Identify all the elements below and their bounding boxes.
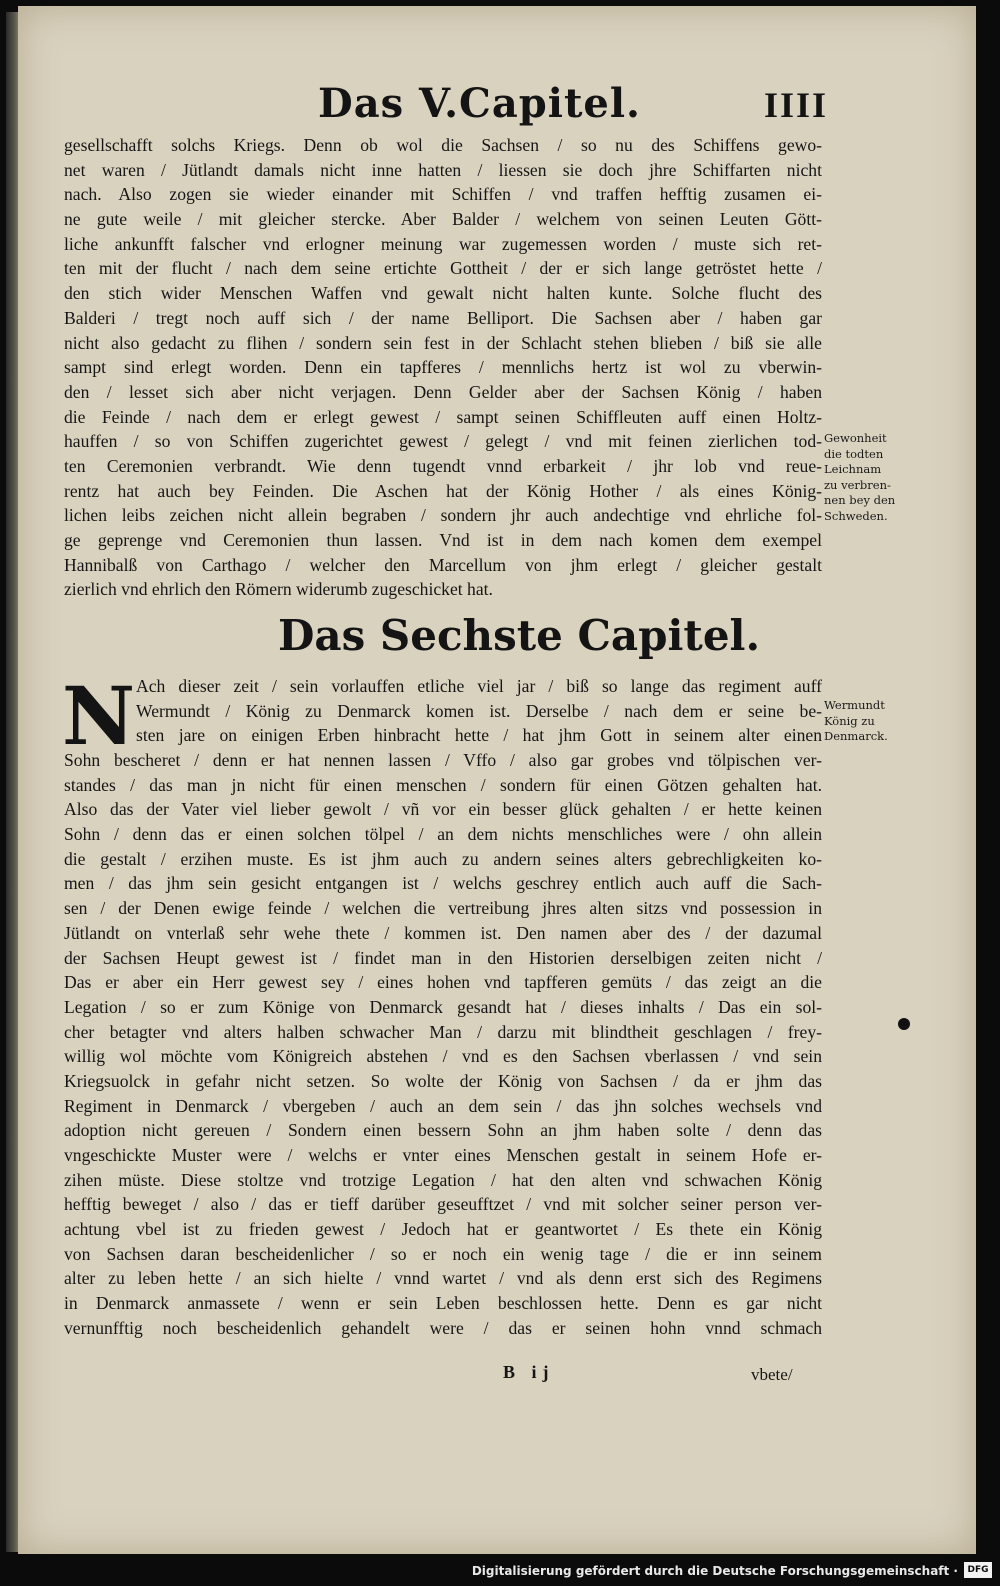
decorated-initial: N: [62, 669, 136, 763]
marginal-note-line: Gewonheit: [824, 431, 887, 445]
text-line: die Feinde / nach dem er erlegt gewest / sampt seinen Schiffleuten auff einen Holtz-: [64, 406, 822, 427]
marginal-note-line: Denmarck.: [824, 729, 888, 743]
marginal-note-line: Schweden.: [824, 508, 888, 523]
funding-credit: Digitalisierung gefördert durch die Deutsche Forschungsgemeinschaft ·: [471, 1564, 958, 1578]
text-line: von Sachsen daran bescheidenlicher / so er noch ein wenig tage / die er inn seinem: [64, 1243, 822, 1264]
marginal-note-1: [824, 431, 914, 524]
text-line: achtung vbel ist zu frieden gewest / Jedoch hat er geantwortet / Es thete ein König: [64, 1219, 822, 1240]
ink-spot: [898, 1018, 910, 1030]
text-line: Ach dieser zeit / sein vorlauffen etliche viel jar / biß so lange das regiment auff: [136, 676, 822, 696]
text-line: vernunfftig noch bescheidenlich gehandelt were / das er seinen hohn vnnd schmach: [64, 1317, 822, 1338]
text-line: gesellschafft solchs Kriegs. Denn ob wol die Sachsen / so nu des Schiffens gewo-: [64, 135, 822, 155]
chapter-heading: Das Sechste Capitel.: [278, 611, 761, 660]
text-line: Kriegsuolck in gefahr nicht setzen. So wolte der König von Sachsen / da er jhm das: [64, 1070, 822, 1091]
text-line: liche ankunfft falscher vnd erlogner meinung war zugemessen worden / muste sich ret-: [64, 233, 822, 254]
marginal-note-line: König zu: [824, 713, 875, 728]
marginal-note-line: die todten: [824, 446, 884, 461]
text-line: ne gute weile / mit gleicher stercke. Aber Balder / welchem von seinen Leuten Gött-: [64, 209, 822, 230]
text-line: alter zu leben hette / an sich hielte / vnnd wartet / vnd als denn erst sich des Regimens: [64, 1268, 822, 1289]
text-line: rentz hat auch bey Feinden. Die Aschen hat der König Hother / als eines König-: [64, 480, 822, 501]
text-line: standes / das man jn nicht für einen menschen / sondern für einen Götzen gehalten hat.: [64, 774, 822, 795]
text-line: Sohn / denn das er einen solchen tölpel / an dem nichts menschliches were / ohn allein: [64, 824, 822, 845]
text-line: men / das jhm sein gesicht entgangen ist / welchs geschrey entlich auch auff die Sach-: [64, 873, 822, 894]
text-line: Jütlandt on vnterlaß sehr wehe thete / kommen ist. Den namen aber des / der dazumal: [64, 922, 822, 943]
paragraph-2: [64, 748, 822, 1341]
marginal-note-line: Wermundt: [824, 698, 885, 712]
book-page: [18, 6, 976, 1554]
text-line: hauffen / so von Schiffen zugerichtet gewest / gelegt / vnd mit feinen zierlichen tod-: [64, 431, 822, 452]
text-line: nicht also gedacht zu flihen / sondern sein fest in der Schlacht stehen blieben / biß sie alle: [64, 332, 822, 353]
text-line: ten Ceremonien verbrandt. Wie denn tugendt vnnd erbarkeit / jhr lob vnd reue-: [64, 455, 822, 476]
text-line: den / lesset sich aber nicht verjagen. Denn Gelder aber der Sachsen König / haben: [64, 381, 822, 402]
text-line: Sohn bescheret / denn er hat nennen lassen / Vffo / also gar grobes vnd tölpischen ver-: [64, 750, 822, 770]
text-line: cher betagter vnd alters halben schwacher Man / darzu mit blindtheit geschlagen / frey-: [64, 1021, 822, 1042]
text-line: den stich wider Menschen Waffen vnd gewalt nicht halten kunte. Solche flucht des: [64, 283, 822, 304]
signature-mark: B ij: [503, 1362, 555, 1382]
text-line: net waren / Jütlandt damals nicht inne hatten / liessen sie doch jhre Schiffarten nicht: [64, 159, 822, 180]
text-line: ge geprenge vnd Ceremonien thun lassen. Vnd ist in dem nach komen dem exempel: [64, 530, 822, 550]
text-line: willig wol möchte vom Königreich abstehen / vnd es den Sachsen vberlassen / vnd sein: [64, 1046, 822, 1067]
text-line: adoption nicht gereuen / Sondern einen bessern Sohn an jhm haben solte / denn das: [64, 1120, 822, 1141]
text-line: sampt sind erlegt worden. Denn ein tapfferes / mennlichs hertz ist wol zu vberwin-: [64, 357, 822, 378]
text-line: Legation / so er zum Könige von Denmarck gesandt hat / dieses inhalts / Das ein sol-: [64, 996, 822, 1017]
text-line: Wermundt / König zu Denmarck komen ist. Derselbe / nach dem er seine be-: [136, 700, 822, 721]
text-line: die gestalt / erzihen muste. Es ist jhm auch zu andern seines alters gebrechligkeiten ko-: [64, 848, 822, 869]
text-line: lichen leibs zeichen nicht allein begraben / sondern jhr auch andechtige vnd ehrliche fol-: [64, 505, 822, 526]
text-line: Das er aber ein Herr gewest sey / eines hohen vnd tapfferen gemüts / das zeigt an die: [64, 972, 822, 993]
marginal-note-line: zu verbren-: [824, 477, 891, 492]
footer-bar: [0, 1554, 1000, 1586]
text-line: nach. Also zogen sie wieder einander mit Schiffen / vnd traffen hefftig zusamen ei-: [64, 184, 822, 205]
text-line: der Sachsen Heupt gewest ist / findet man in den Historien derselbigen zeiten nicht /: [64, 947, 822, 968]
text-line: Balderi / tregt noch auff sich / der name Belliport. Die Sachsen aber / haben gar: [64, 307, 822, 328]
catchword: vbete/: [751, 1365, 793, 1384]
marginal-note-line: nen bey den: [824, 493, 896, 507]
text-line: sten jare on einigen Erben hinbracht hette / hat jhm Gott in seinem alter einen: [136, 725, 822, 746]
folio-number: IIII: [763, 85, 828, 125]
running-head: [308, 80, 828, 130]
running-head-title: Das V.Capitel.: [318, 80, 641, 127]
dfg-logo: DFG: [964, 1562, 992, 1578]
text-line: vngeschickte Muster were / welchs er vnter eines Menschen gestalt in seinem Hofe er-: [64, 1145, 822, 1165]
text-line: zihen müste. Diese stoltze vnd trotzige Legation / hat den alten vnd schwachen König: [64, 1169, 822, 1190]
text-line: hefftig beweget / also / das er tieff darüber geseufftzet / vnd mit solcher seiner person ver-: [64, 1194, 822, 1215]
marginal-note-line: Leichnam: [824, 462, 882, 476]
text-line: Regiment in Denmarck / vbergeben / auch an dem sein / das jhn solches wechsels vnd: [64, 1095, 822, 1116]
text-line: in Denmarck anmassete / wenn er sein Leben beschlossen hette. Denn es gar nicht: [64, 1293, 822, 1314]
text-line: Also das der Vater viel lieber gewolt / vñ vor ein besser glück gehalten / er hette keinen: [64, 799, 822, 820]
marginal-note-2: [824, 698, 914, 745]
text-line: ten mit der flucht / nach dem seine ertichte Gottheit / der er sich lange getröstet hette /: [64, 258, 822, 279]
text-line: Hannibalß von Carthago / welcher den Marcellum von jhm erlegt / gleicher gestalt: [64, 554, 822, 575]
paragraph-1: [64, 133, 822, 602]
text-line: zierlich vnd ehrlich den Römern widerumb zugeschicket hat.: [64, 579, 493, 600]
text-line: sen / der Denen ewige feinde / welchen die vertreibung jhres alten sitzs vnd possession in: [64, 898, 822, 919]
paragraph-2-opening: [64, 674, 822, 748]
